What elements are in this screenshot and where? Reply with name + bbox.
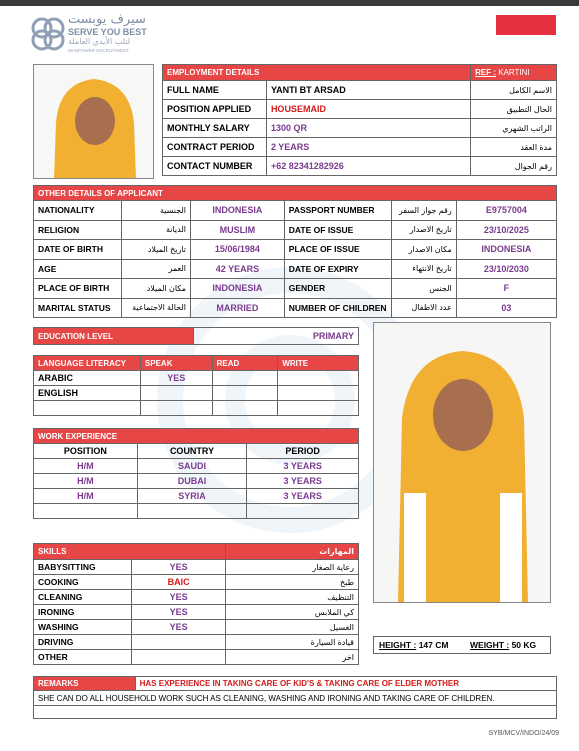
- language-speak: YES: [140, 371, 212, 386]
- detail-right-arabic: مكان الاصدار: [391, 240, 456, 260]
- work-experience-table: [33, 428, 359, 519]
- full-name-value: YANTI BT ARSAD: [266, 81, 470, 100]
- work-empty-cell: [137, 504, 247, 519]
- skill-value: [131, 635, 226, 650]
- work-country: SYRIA: [137, 489, 247, 504]
- skill-arabic: رعاية الصغار: [226, 560, 359, 575]
- detail-right-value: 23/10/2025: [456, 220, 556, 240]
- language-read: [212, 371, 278, 386]
- work-country: DUBAI: [137, 474, 247, 489]
- language-header-speak: SPEAK: [140, 356, 212, 371]
- skill-name: OTHER: [34, 650, 132, 665]
- logo-tagline: MANPOWER RECRUITMENT: [68, 48, 129, 53]
- language-read: [212, 386, 278, 401]
- employment-details-header: EMPLOYMENT DETAILS: [163, 65, 471, 81]
- full-name-arabic: الاسم الكامل: [471, 81, 557, 100]
- skill-arabic: اخر: [226, 650, 359, 665]
- detail-left-value: 15/06/1984: [191, 240, 285, 260]
- work-position: H/M: [34, 459, 138, 474]
- salary-label: MONTHLY SALARY: [163, 119, 267, 138]
- other-details-row: [34, 279, 557, 299]
- work-header-period: PERIOD: [247, 444, 359, 459]
- detail-right-label: PLACE OF ISSUE: [284, 240, 391, 260]
- indonesia-flag-icon: [496, 15, 556, 55]
- other-details-row: [34, 298, 557, 318]
- work-experience-header: WORK EXPERIENCE: [34, 429, 359, 444]
- work-experience-row: [34, 474, 359, 489]
- skill-arabic: الغسيل: [226, 620, 359, 635]
- work-period: 3 YEARS: [247, 459, 359, 474]
- language-table: [33, 355, 359, 416]
- detail-right-value: E9757004: [456, 201, 556, 221]
- detail-right-arabic: تاريخ الانتهاء: [391, 259, 456, 279]
- detail-right-label: DATE OF ISSUE: [284, 220, 391, 240]
- detail-left-arabic: الحالة الاجتماعية: [122, 298, 191, 318]
- applicant-photo: [33, 64, 154, 179]
- language-empty-cell: [278, 401, 359, 416]
- remarks-table: [33, 676, 557, 719]
- ref-cell: [471, 65, 557, 81]
- position-label: POSITION APPLIED: [163, 100, 267, 119]
- applicant-full-photo: [373, 322, 551, 603]
- detail-left-arabic: الجنسية: [122, 201, 191, 221]
- language-name: ARABIC: [34, 371, 141, 386]
- height-label: HEIGHT :: [379, 640, 417, 650]
- contact-number-value: +62 82341282926: [266, 157, 470, 176]
- contract-period-arabic: مدة العقد: [471, 138, 557, 157]
- remarks-label: REMARKS: [34, 677, 136, 691]
- position-arabic: الحال التطبيق: [471, 100, 557, 119]
- work-empty-cell: [247, 504, 359, 519]
- skill-value: YES: [131, 620, 226, 635]
- detail-right-value: INDONESIA: [456, 240, 556, 260]
- detail-right-value: F: [456, 279, 556, 299]
- skill-row: [34, 620, 359, 635]
- work-period: 3 YEARS: [247, 489, 359, 504]
- detail-right-arabic: عدد الاطفال: [391, 298, 456, 318]
- skill-row: [34, 650, 359, 665]
- detail-right-value: 03: [456, 298, 556, 318]
- logo-arabic: سيرف يوبست: [68, 12, 146, 27]
- education-table: [33, 327, 359, 345]
- skills-header-arabic: المهارات: [226, 544, 359, 560]
- detail-left-arabic: مكان الميلاد: [122, 279, 191, 299]
- other-details-table: [33, 185, 557, 318]
- detail-left-value: MARRIED: [191, 298, 285, 318]
- detail-left-label: NATIONALITY: [34, 201, 122, 221]
- detail-left-value: 42 YEARS: [191, 259, 285, 279]
- skill-value: YES: [131, 605, 226, 620]
- skill-name: WASHING: [34, 620, 132, 635]
- language-empty-cell: [34, 401, 141, 416]
- employment-details-table: [162, 64, 557, 176]
- detail-left-label: PLACE OF BIRTH: [34, 279, 122, 299]
- language-write: [278, 371, 359, 386]
- language-header-literacy: LANGUAGE LITERACY: [34, 356, 141, 371]
- detail-left-label: RELIGION: [34, 220, 122, 240]
- skill-row: [34, 635, 359, 650]
- detail-right-label: PASSPORT NUMBER: [284, 201, 391, 221]
- detail-right-label: GENDER: [284, 279, 391, 299]
- work-position: H/M: [34, 474, 138, 489]
- detail-right-arabic: الجنس: [391, 279, 456, 299]
- skill-value: BAIC: [131, 575, 226, 590]
- detail-right-arabic: تاريخ الاصدار: [391, 220, 456, 240]
- skill-name: IRONING: [34, 605, 132, 620]
- remarks-empty-row: [34, 706, 557, 719]
- skill-name: COOKING: [34, 575, 132, 590]
- company-logo: [30, 12, 170, 58]
- work-experience-row: [34, 459, 359, 474]
- other-details-row: [34, 259, 557, 279]
- work-country: SAUDI: [137, 459, 247, 474]
- detail-right-label: NUMBER OF CHILDREN: [284, 298, 391, 318]
- height-value: 147 CM: [418, 640, 449, 650]
- skill-arabic: كي الملابس: [226, 605, 359, 620]
- detail-left-arabic: الديانة: [122, 220, 191, 240]
- skill-name: CLEANING: [34, 590, 132, 605]
- logo-arabic-sub: لتلب الأيدي العاملة: [68, 37, 131, 46]
- work-position: H/M: [34, 489, 138, 504]
- work-empty-cell: [34, 504, 138, 519]
- language-name: ENGLISH: [34, 386, 141, 401]
- work-period: 3 YEARS: [247, 474, 359, 489]
- detail-right-arabic: رقم جواز السفر: [391, 201, 456, 221]
- ref-label: REF :: [475, 68, 497, 77]
- detail-left-label: DATE OF BIRTH: [34, 240, 122, 260]
- detail-left-label: AGE: [34, 259, 122, 279]
- skill-arabic: طبخ: [226, 575, 359, 590]
- footer-code: SYB/MCV/INDO/24/09: [488, 730, 559, 737]
- ref-value: KARTINI: [498, 68, 530, 77]
- weight-value: 50 KG: [511, 640, 537, 650]
- detail-right-value: 23/10/2030: [456, 259, 556, 279]
- other-details-row: [34, 220, 557, 240]
- other-details-row: [34, 240, 557, 260]
- skills-table: [33, 543, 359, 665]
- detail-left-arabic: تاريخ الميلاد: [122, 240, 191, 260]
- logo-name: SERVE YOU BEST: [68, 27, 147, 37]
- skill-row: [34, 560, 359, 575]
- salary-value: 1300 QR: [266, 119, 470, 138]
- detail-left-value: INDONESIA: [191, 201, 285, 221]
- language-empty-cell: [140, 401, 212, 416]
- skill-name: BABYSITTING: [34, 560, 132, 575]
- contact-number-arabic: رقم الجوال: [471, 157, 557, 176]
- language-write: [278, 386, 359, 401]
- logo-emblem-icon: [30, 14, 66, 54]
- remarks-body: SHE CAN DO ALL HOUSEHOLD WORK SUCH AS CLEANING, WASHING AND IRONING AND TAKING CARE OF CHILDREN.: [34, 691, 557, 706]
- remarks-headline: HAS EXPERIENCE IN TAKING CARE OF KID'S & TAKING CARE OF ELDER MOTHER: [135, 677, 556, 691]
- skill-name: DRIVING: [34, 635, 132, 650]
- skill-row: [34, 605, 359, 620]
- skill-value: [131, 650, 226, 665]
- top-bar: [0, 0, 579, 6]
- detail-left-label: MARITAL STATUS: [34, 298, 122, 318]
- contract-period-label: CONTRACT PERIOD: [163, 138, 267, 157]
- language-header-read: READ: [212, 356, 278, 371]
- detail-left-value: MUSLIM: [191, 220, 285, 240]
- other-details-header: OTHER DETAILS OF APPLICANT: [34, 186, 557, 201]
- skill-arabic: التنظيف: [226, 590, 359, 605]
- education-label: EDUCATION LEVEL: [34, 328, 194, 345]
- detail-left-arabic: العمر: [122, 259, 191, 279]
- contact-number-label: CONTACT NUMBER: [163, 157, 267, 176]
- work-experience-row: [34, 489, 359, 504]
- work-header-position: POSITION: [34, 444, 138, 459]
- height-field: [379, 640, 448, 650]
- skill-value: YES: [131, 560, 226, 575]
- detail-left-value: INDONESIA: [191, 279, 285, 299]
- position-value: HOUSEMAID: [266, 100, 470, 119]
- salary-arabic: الراتب الشهري: [471, 119, 557, 138]
- skill-value: YES: [131, 590, 226, 605]
- detail-right-label: DATE OF EXPIRY: [284, 259, 391, 279]
- skills-header: SKILLS: [34, 544, 226, 560]
- measurements-box: [373, 636, 551, 654]
- work-header-country: COUNTRY: [137, 444, 247, 459]
- language-header-write: WRITE: [278, 356, 359, 371]
- language-empty-cell: [212, 401, 278, 416]
- full-name-label: FULL NAME: [163, 81, 267, 100]
- language-speak: [140, 386, 212, 401]
- weight-field: [470, 640, 536, 650]
- education-value: PRIMARY: [193, 328, 358, 345]
- skill-arabic: قيادة السيارة: [226, 635, 359, 650]
- skill-row: [34, 590, 359, 605]
- contract-period-value: 2 YEARS: [266, 138, 470, 157]
- other-details-row: [34, 201, 557, 221]
- weight-label: WEIGHT :: [470, 640, 510, 650]
- skill-row: [34, 575, 359, 590]
